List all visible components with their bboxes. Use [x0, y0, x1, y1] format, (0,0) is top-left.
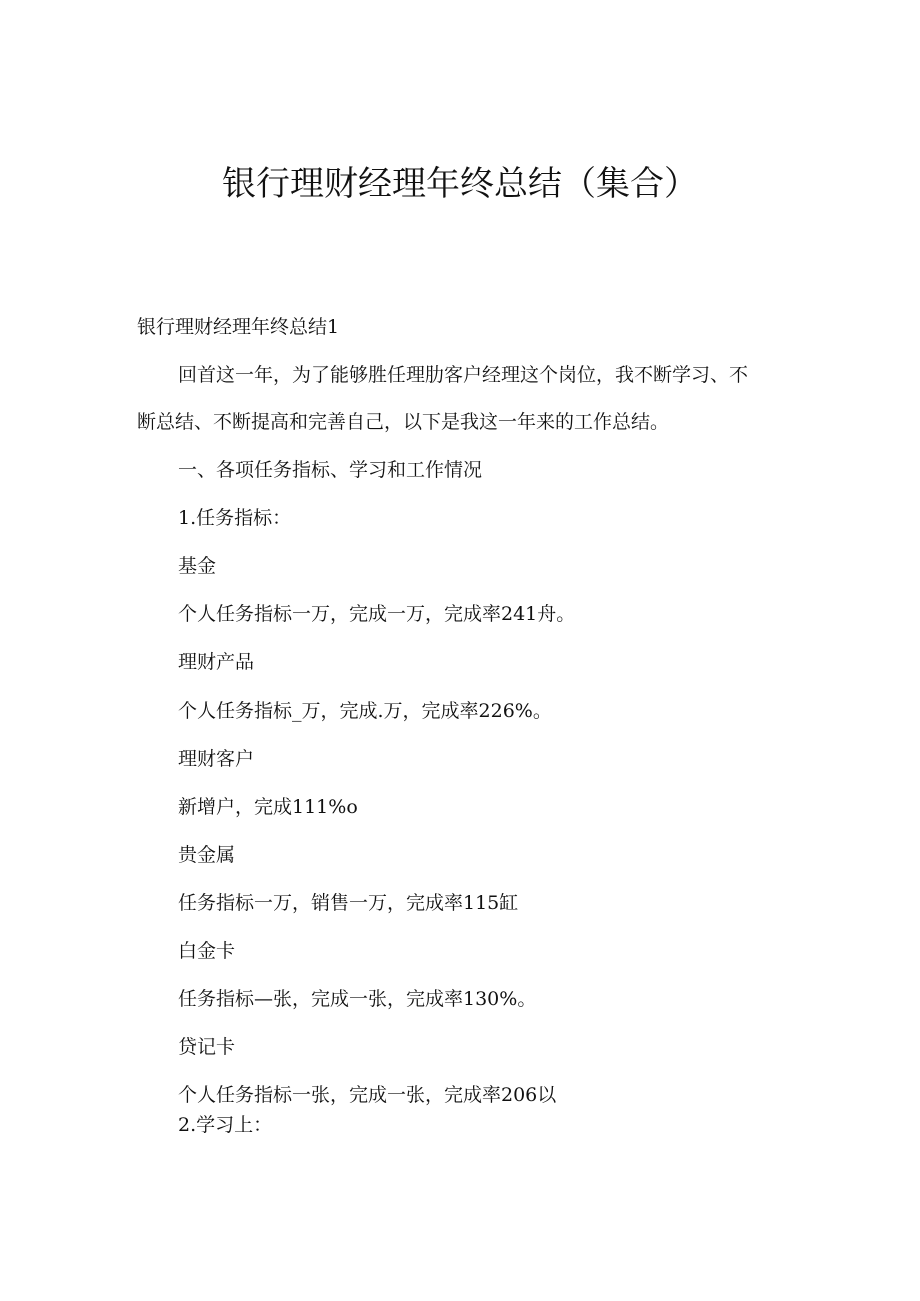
document-title: 银行理财经理年终总结（集合） [222, 164, 698, 204]
wealth-product-label: 理财产品 [178, 651, 255, 673]
intro-paragraph-line-2: 断总结、不断提高和完善自己，以下是我这一年来的工作总结。 [137, 411, 670, 433]
credit-card-detail: 个人任务指标一张，完成一张，完成率206以 [178, 1084, 557, 1106]
platinum-card-label: 白金卡 [178, 940, 236, 962]
precious-metal-label: 贵金属 [178, 844, 236, 866]
section-heading-1: 一、各项任务指标、学习和工作情况 [178, 459, 483, 481]
wealth-client-label: 理财客户 [178, 748, 255, 770]
precious-metal-detail: 任务指标一万，销售一万，完成率115缸 [178, 892, 519, 914]
item-heading-learning: 2.学习上： [178, 1114, 273, 1136]
wealth-product-detail: 个人任务指标_万，完成.万，完成率226%。 [178, 700, 552, 722]
wealth-client-detail: 新增户，完成111%o [178, 796, 358, 818]
platinum-card-detail: 任务指标—张，完成一张，完成率130%。 [178, 988, 537, 1010]
intro-paragraph-line-1: 回首这一年，为了能够胜任理肋客户经理这个岗位，我不断学习、不 [178, 364, 749, 386]
item-heading-task-targets: 1.任务指标： [178, 507, 292, 529]
credit-card-label: 贷记卡 [178, 1036, 236, 1058]
fund-detail: 个人任务指标一万，完成一万，完成率241舟。 [178, 603, 576, 625]
section-subtitle: 银行理财经理年终总结1 [137, 316, 340, 338]
fund-label: 基金 [178, 555, 217, 577]
